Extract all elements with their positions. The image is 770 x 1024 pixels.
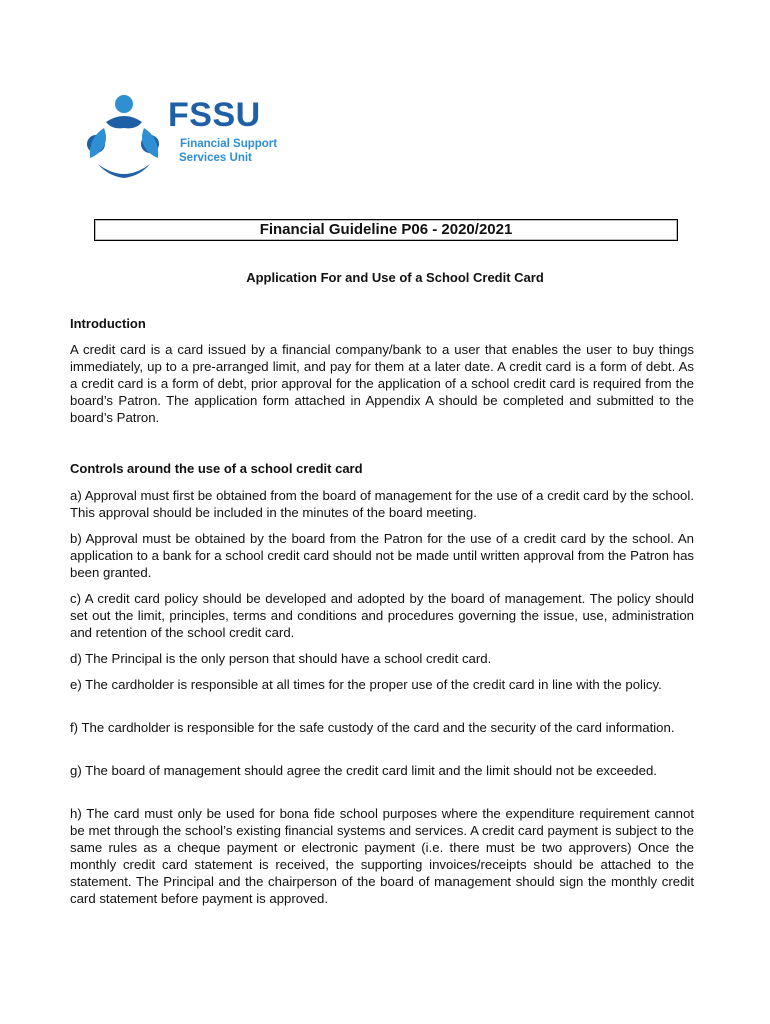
control-item-e: e) The cardholder is responsible at all times for the proper use of the credit card in line with the policy. xyxy=(70,677,662,692)
fssu-people-circle-icon xyxy=(84,92,166,180)
control-item-h: h) The card must only be used for bona fide school purposes where the expenditure requirement cannot be met through the school’s existing financial systems and services. A credit card payment is subject to the same rules as a cheque payment or electronic payment (i.e. there must be two approvers) Once the monthly credit card statement is received, the supporting invoices/receipts should be attached to the statement. The Principal and the chairperson of the board of management should sign the monthly credit card statement before payment is approved. xyxy=(70,806,694,906)
logo-subtitle-line2: Services Unit xyxy=(179,152,252,164)
controls-heading: Controls around the use of a school credit card xyxy=(70,461,363,476)
control-item-c: c) A credit card policy should be developed and adopted by the board of management. The policy should set out the limit, principles, terms and conditions and procedures governing the issue, use, administration and retention of the school credit card. xyxy=(70,591,694,640)
control-item-b: b) Approval must be obtained by the board from the Patron for the use of a credit card by the school. An application to a bank for a school credit card should not be made until written approval from the Patron has been granted. xyxy=(70,531,694,580)
fssu-logo xyxy=(84,92,284,180)
document-title: Financial Guideline P06 - 2020/2021 xyxy=(259,221,513,238)
logo-wordmark: FSSU xyxy=(168,96,261,134)
control-item-a: a) Approval must first be obtained from the board of management for the use of a credit card by the school. This approval should be included in the minutes of the board meeting. xyxy=(70,488,694,520)
introduction-heading: Introduction xyxy=(70,316,146,331)
control-item-g: g) The board of management should agree the credit card limit and the limit should not be exceeded. xyxy=(70,763,657,778)
document-title-box xyxy=(94,219,678,241)
logo-subtitle-line1: Financial Support xyxy=(180,138,278,150)
document-subtitle: Application For and Use of a School Credit Card xyxy=(246,270,544,285)
control-item-d: d) The Principal is the only person that should have a school credit card. xyxy=(70,651,492,666)
control-item-f: f) The cardholder is responsible for the safe custody of the card and the security of the card information. xyxy=(70,720,675,735)
introduction-paragraph: A credit card is a card issued by a financial company/bank to a user that enables the user to buy things immediately, up to a pre-arranged limit, and pay for them at a later date. A credit card is a form of debt. As a credit card is a form of debt, prior approval for the application of a school credit card is required from the board’s Patron. The application form attached in Appendix A should be completed and submitted to the board’s Patron. xyxy=(70,342,694,425)
